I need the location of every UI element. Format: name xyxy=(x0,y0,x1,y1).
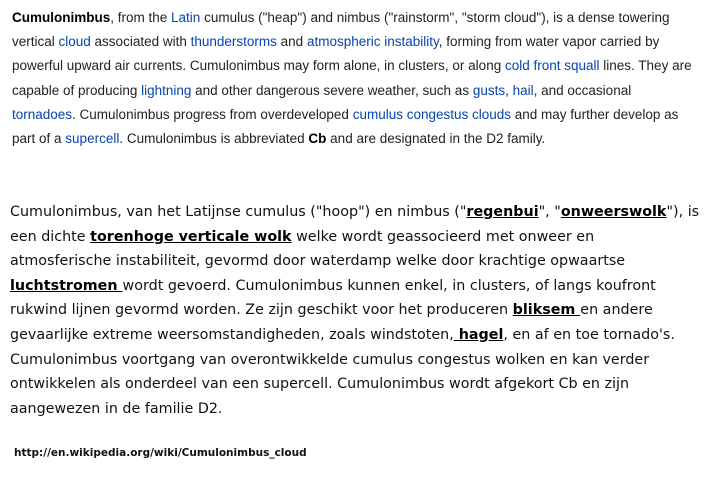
text: , en af en toe tornado's. Cumulonimbus voortgang van overontwikkelde cumulus congestus wolken en kan verder ontwikkelen als onderdeel van een supercell. Cumulonimbus wordt afgekort Cb en zijn aangewezen in de familie D2. xyxy=(10,326,675,417)
text: wordt gevoerd. Cumulonimbus kunnen enkel, in clusters, of langs koufront rukwind lijnen gevormd worden. Ze zijn geschikt voor het produceren xyxy=(10,277,656,319)
keyword-torenhoge-verticale-wolk: torenhoge verticale wolk xyxy=(90,228,292,245)
text: en andere gevaarlijke extreme weersomstandigheden, zoals windstoten, xyxy=(10,302,653,343)
link-gusts[interactable]: gusts xyxy=(472,82,506,98)
dutch-paragraph xyxy=(10,200,700,421)
text: , xyxy=(505,82,513,98)
keyword-luchtstromen: luchtstromen xyxy=(10,277,123,294)
text: ", " xyxy=(538,204,561,220)
source-url: http://en.wikipedia.org/wiki/Cumulonimbus_cloud xyxy=(14,447,307,459)
link-thunderstorms[interactable]: thunderstorms xyxy=(190,34,277,50)
link-cold-front-squall[interactable]: cold front squall xyxy=(504,58,600,74)
text: associated with xyxy=(90,34,191,50)
text: and may further develop as part of a xyxy=(12,106,679,147)
link-cumulus-congestus-clouds[interactable]: cumulus congestus clouds xyxy=(352,106,512,122)
text: . Cumulonimbus progress from overdeveloped xyxy=(72,106,353,122)
text: lines. They are capable of producing xyxy=(12,58,692,98)
text: , forming from water vapor carried by powerful upward air currents. Cumulonimbus may form alone, in clusters, or along xyxy=(12,34,660,74)
link-cloud[interactable]: cloud xyxy=(58,34,91,50)
text: cumulus ("heap") and nimbus ("rainstorm", "storm cloud"), is a dense towering vertical xyxy=(12,10,670,50)
text: . Cumulonimbus is abbreviated xyxy=(119,131,309,147)
text: and xyxy=(276,34,307,50)
link-atmospheric-instability[interactable]: atmospheric instability xyxy=(306,34,439,50)
text: welke wordt geassocieerd met onweer en atmosferische instabiliteit, gevormd door waterdamp welke door krachtige opwaartse xyxy=(10,228,626,270)
term-cumulonimbus: Cumulonimbus xyxy=(12,10,111,25)
link-supercell[interactable]: supercell xyxy=(65,131,120,147)
keyword-onweerswolk: onweerswolk xyxy=(560,204,667,220)
text: and other dangerous severe weather, such as xyxy=(191,82,473,98)
link-tornadoes[interactable]: tornadoes xyxy=(12,106,73,122)
link-lightning[interactable]: lightning xyxy=(141,82,192,98)
keyword-regenbui: regenbui xyxy=(466,204,539,220)
text: Cumulonimbus, van het Latijnse cumulus ("hoop") en nimbus (" xyxy=(10,204,467,220)
text: , from the xyxy=(110,10,172,25)
english-paragraph xyxy=(12,6,696,151)
abbreviation-cb: Cb xyxy=(308,131,327,147)
keyword-hagel: hagel xyxy=(453,326,504,343)
text: , and occasional xyxy=(533,82,632,98)
link-hail[interactable]: hail xyxy=(512,82,534,98)
text: and are designated in the D2 family. xyxy=(326,131,546,147)
text: "), is een dichte xyxy=(10,204,700,245)
link-latin[interactable]: Latin xyxy=(171,10,201,25)
keyword-bliksem: bliksem xyxy=(512,302,581,319)
